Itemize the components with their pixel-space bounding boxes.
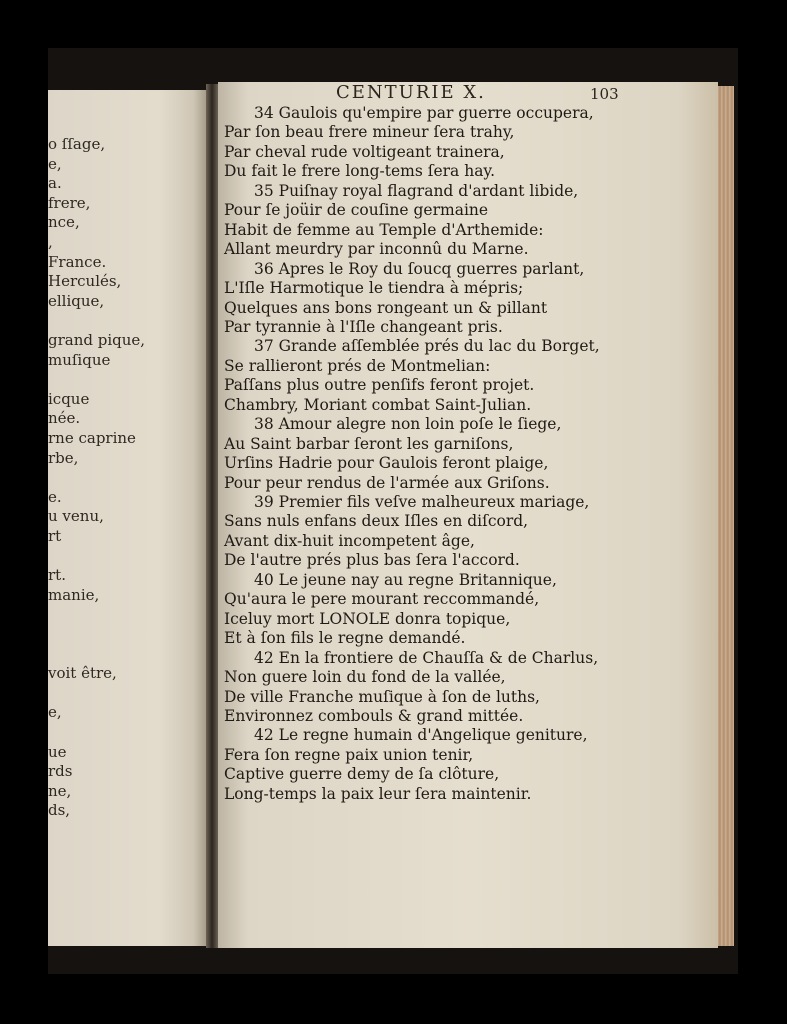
left-page-line: a. [48,174,62,193]
verse-line: Par cheval rude voltigeant trainera, [224,142,505,161]
left-page [48,90,206,946]
verse-line: Par ſon beau frere mineur ſera trahy, [224,123,515,142]
verse-line: Urſins Hadrie pour Gaulois feront plaige, [224,454,549,473]
verse-line: Captive guerre demy de ſa clôture, [224,765,500,784]
verse-line: Par tyrannie à l'Iſle changeant pris. [224,317,503,336]
verse-line: Habit de femme au Temple d'Arthemide: [224,220,544,239]
left-page-line: o ſſage, [48,135,106,153]
verse-line: Allant meurdry par inconnû du Marne. [224,240,529,259]
left-page-line: rds [48,762,73,781]
left-page-line: rt [48,527,62,545]
verse-line: Sans nuls enfans deux Iſles en diſcord, [224,512,529,531]
verse-line: 42 Le regne humain d'Angelique geniture, [254,726,588,745]
left-page-line: rne caprine [48,429,136,447]
left-page-line: nce, [48,213,80,232]
left-page-line: rbe, [48,448,79,467]
verse-line: Qu'aura le pere mourant reccommandé, [224,590,540,609]
verse-line: 37 Grande aſſemblée prés du lac du Borget, [254,337,600,356]
verse-line: Non guere loin du fond de la vallée, [224,668,506,687]
verse-line: De ville Franche muſique à ſon de luths, [224,687,540,706]
left-page-line: e. [48,487,62,506]
left-page-line: , [48,233,53,251]
left-page-line: u venu, [48,507,104,526]
verse-line: 36 Apres le Roy du ſoucq guerres parlant, [254,259,585,278]
verse-line: Paſſans plus outre penſifs feront projet. [224,376,535,395]
book-gutter [206,84,218,948]
page-edges [718,86,734,946]
verse-line: Chambry, Moriant combat Saint-Julian. [224,395,532,414]
verse-line: 35 Puiſnay royal flagrand d'ardant libide, [254,181,579,200]
verse-line: 34 Gaulois qu'empire par guerre occupera, [254,104,594,122]
left-page-line: rt. [48,566,66,585]
left-page-line: France. [48,252,107,271]
verse-line: Et à ſon fils le regne demandé. [224,629,466,648]
verse-line: Quelques ans bons rongeant un & pillant [224,298,548,317]
verse-line: De l'autre prés plus bas ſera l'accord. [224,551,520,570]
left-page-line: muſique [48,350,111,369]
verse-line: Long-temps la paix leur ſera maintenir. [224,784,532,803]
verse-line: Se rallieront prés de Montmelian: [224,356,491,375]
left-page-line: Herculés, [48,272,122,291]
right-page [218,82,718,948]
verse-line: Avant dix-huit incompetent âge, [224,531,475,550]
verse-line: Environnez combouls & grand mittée. [224,706,524,725]
verse-line: Au Saint barbar ſeront les garniſons, [224,434,514,453]
verse-line: 40 Le jeune nay au regne Britannique, [254,570,557,589]
verse-line: Pour ſe joüir de couſine germaine [224,201,489,220]
left-page-line: e, [48,154,62,173]
verse-line: Du fait le frere long-tems ſera hay. [224,162,496,181]
left-page-line: icque [48,389,90,408]
verse-line: Pour peur rendus de l'armée aux Griſons. [224,473,550,492]
left-page-line: frere, [48,193,91,212]
book-photo [48,48,738,974]
verse-line: L'Iſle Harmotique le tiendra à mépris; [224,279,524,298]
left-page-line: ue [48,742,67,761]
page-number: 103 [590,85,619,103]
left-page-line: e, [48,703,62,722]
verse-line: Fera ſon regne paix union tenir, [224,745,474,764]
left-page-line: née. [48,409,81,428]
verse-line: 42 En la frontiere de Chauſſa & de Charlus, [254,648,599,667]
left-page-line: voit être, [48,664,117,683]
verse-line: 38 Amour alegre non loin poſe le ſiege, [254,415,562,434]
left-page-line: ellique, [48,291,105,310]
verse-line: Iceluy mort LONOLE donra topique, [224,609,511,628]
left-page-line: ds, [48,801,71,820]
verse-line: 39 Premier fils veſve malheureux mariage, [254,493,590,511]
left-page-line: grand pique, [48,331,146,349]
running-head: CENTURIE X. [336,82,486,103]
left-page-line: manie, [48,585,100,604]
left-page-line: ne, [48,781,72,800]
